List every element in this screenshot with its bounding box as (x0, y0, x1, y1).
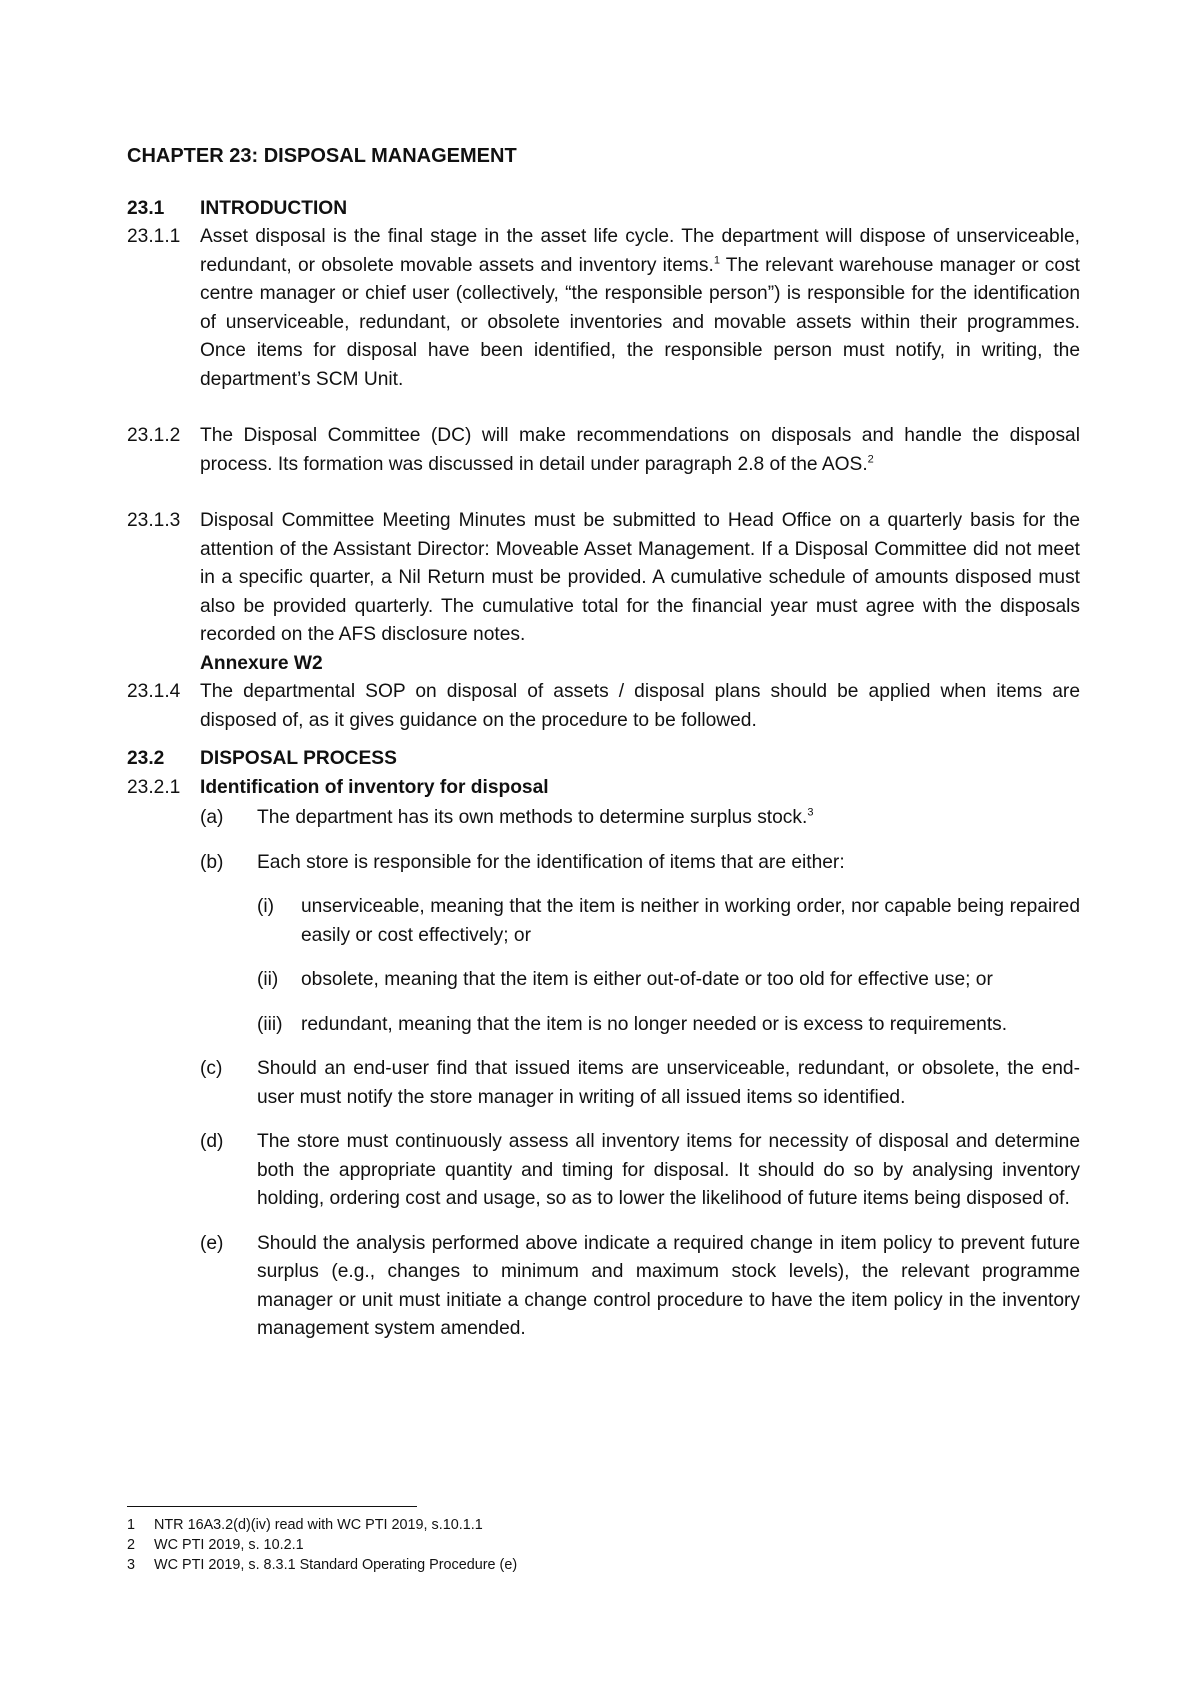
section-heading-23-1 (127, 195, 1080, 224)
list-text: redundant, meaning that the item is no longer needed or is excess to requirements. (301, 1013, 1008, 1035)
subsection-title: Identification of inventory for disposal (200, 776, 549, 798)
list-text: Should the analysis performed above indicate a required change in item policy to prevent future surplus (e.g., changes to minimum and maximum stock levels), the relevant programme manager or unit must initiate a change control procedure to have the item policy in the inventory management system amended. (257, 1232, 1080, 1339)
list-label: (d) (200, 1131, 224, 1152)
chapter-title: CHAPTER 23: DISPOSAL MANAGEMENT (127, 145, 517, 167)
paragraph-text (200, 422, 1080, 479)
paragraph-23-1-2 (127, 422, 1080, 479)
list-label: (iii) (257, 1013, 283, 1035)
footnote-2 (127, 1535, 517, 1555)
list-label: (ii) (257, 969, 279, 990)
paragraph-number: 23.1.3 (127, 510, 181, 531)
paragraph-23-1-1 (127, 223, 1080, 394)
list-label: (e) (200, 1232, 224, 1254)
section-title: INTRODUCTION (200, 197, 348, 219)
subsection-heading-23-2-1 (127, 774, 1080, 803)
paragraph-text: The departmental SOP on disposal of assets / disposal plans should be applied when items are disposed of, as it gives guidance on the procedure to be followed. (200, 681, 1080, 731)
list-text: The store must continuously assess all inventory items for necessity of disposal and determine both the appropriate quantity and timing for disposal. It should do so by analysing inventory holding, ordering cost and usage, so as to lower the likelihood of future items being disposed of. (257, 1131, 1080, 1209)
section-title: DISPOSAL PROCESS (200, 748, 397, 769)
paragraph-23-1-4 (127, 678, 1080, 735)
paragraph-number: 23.1.1 (127, 226, 181, 247)
list-label: (c) (200, 1058, 223, 1079)
paragraph-number: 23.1.4 (127, 681, 181, 702)
paragraph-text: Disposal Committee Meeting Minutes must be submitted to Head Office on a quarterly basis for the attention of the Assistant Director: Moveable Asset Management. If a Disposal Committee did not meet in a specific quarter, a Nil Return must be provided. A cumulative schedule of amounts disposed must also be provided quarterly. The cumulative total for the financial year must agree with the disposals recorded on the AFS disclosure notes. (200, 510, 1080, 645)
annexure-reference: Annexure W2 (200, 652, 323, 674)
subsection-number: 23.2.1 (127, 776, 181, 798)
footnote-text: NTR 16A3.2(d)(iv) read with WC PTI 2019, s.10.1.1 (154, 1517, 483, 1533)
footnotes (127, 1515, 517, 1575)
list-text-part: The department has its own methods to determine surplus stock. (257, 807, 808, 828)
list-item-e (127, 1230, 1080, 1344)
footnote-mark: 2 (127, 1537, 136, 1553)
list-item-i (127, 893, 1080, 950)
paragraph-text-part: The relevant warehouse manager or cost centre manager or chief user (collectively, “the responsible person”) is responsible for the identification of unserviceable, redundant, or obsolete inventories and movable assets within their programmes. Once items for disposal have been identified, the responsible person must notify, in writing, the department’s SCM Unit. (200, 254, 1080, 390)
list-item-ii (127, 966, 1080, 995)
footnote-ref: 3 (807, 806, 814, 819)
list-text: Should an end-user find that issued items are unserviceable, redundant, or obsolete, the end-user must notify the store manager in writing of all issued items so identified. (257, 1058, 1080, 1108)
footnote-mark: 3 (127, 1557, 136, 1573)
footnote-ref: 2 (867, 453, 874, 466)
footnote-text: WC PTI 2019, s. 10.2.1 (154, 1537, 304, 1553)
list-label: (a) (200, 807, 224, 828)
paragraph-23-1-3 (127, 507, 1080, 650)
paragraph-text-part: Asset disposal is the final stage in the asset life cycle. The department will dispose of unserviceable, redundant, or obsolete movable assets and inventory items. (200, 226, 1080, 276)
footnote-1 (127, 1515, 517, 1535)
list-item-c (127, 1055, 1080, 1112)
list-text: obsolete, meaning that the item is either out-of-date or too old for effective use; or (301, 969, 993, 990)
list-text (257, 804, 1080, 833)
footnote-ref: 1 (713, 254, 720, 267)
paragraph-text-part: The Disposal Committee (DC) will make recommendations on disposals and handle the disposal process. Its formation was discussed in detail under paragraph 2.8 of the AOS. (200, 425, 1080, 475)
section-heading-23-2 (127, 745, 1080, 774)
section-number: 23.1 (127, 197, 165, 219)
list-label: (b) (200, 851, 224, 873)
paragraph-number: 23.1.2 (127, 425, 181, 446)
list-item-a (127, 804, 1080, 833)
list-item-iii (127, 1011, 1080, 1040)
footnote-mark: 1 (127, 1517, 136, 1533)
section-number: 23.2 (127, 748, 165, 769)
footnote-divider (127, 1506, 417, 1507)
list-item-b (127, 849, 1080, 878)
list-label: (i) (257, 896, 275, 917)
paragraph-text (200, 223, 1080, 394)
footnote-text: WC PTI 2019, s. 8.3.1 Standard Operating Procedure (e) (154, 1557, 518, 1573)
list-item-d (127, 1128, 1080, 1214)
list-text: unserviceable, meaning that the item is neither in working order, nor capable being repaired easily or cost effectively; or (301, 896, 1080, 946)
footnote-3 (127, 1555, 517, 1575)
list-text: Each store is responsible for the identification of items that are either: (257, 851, 845, 873)
